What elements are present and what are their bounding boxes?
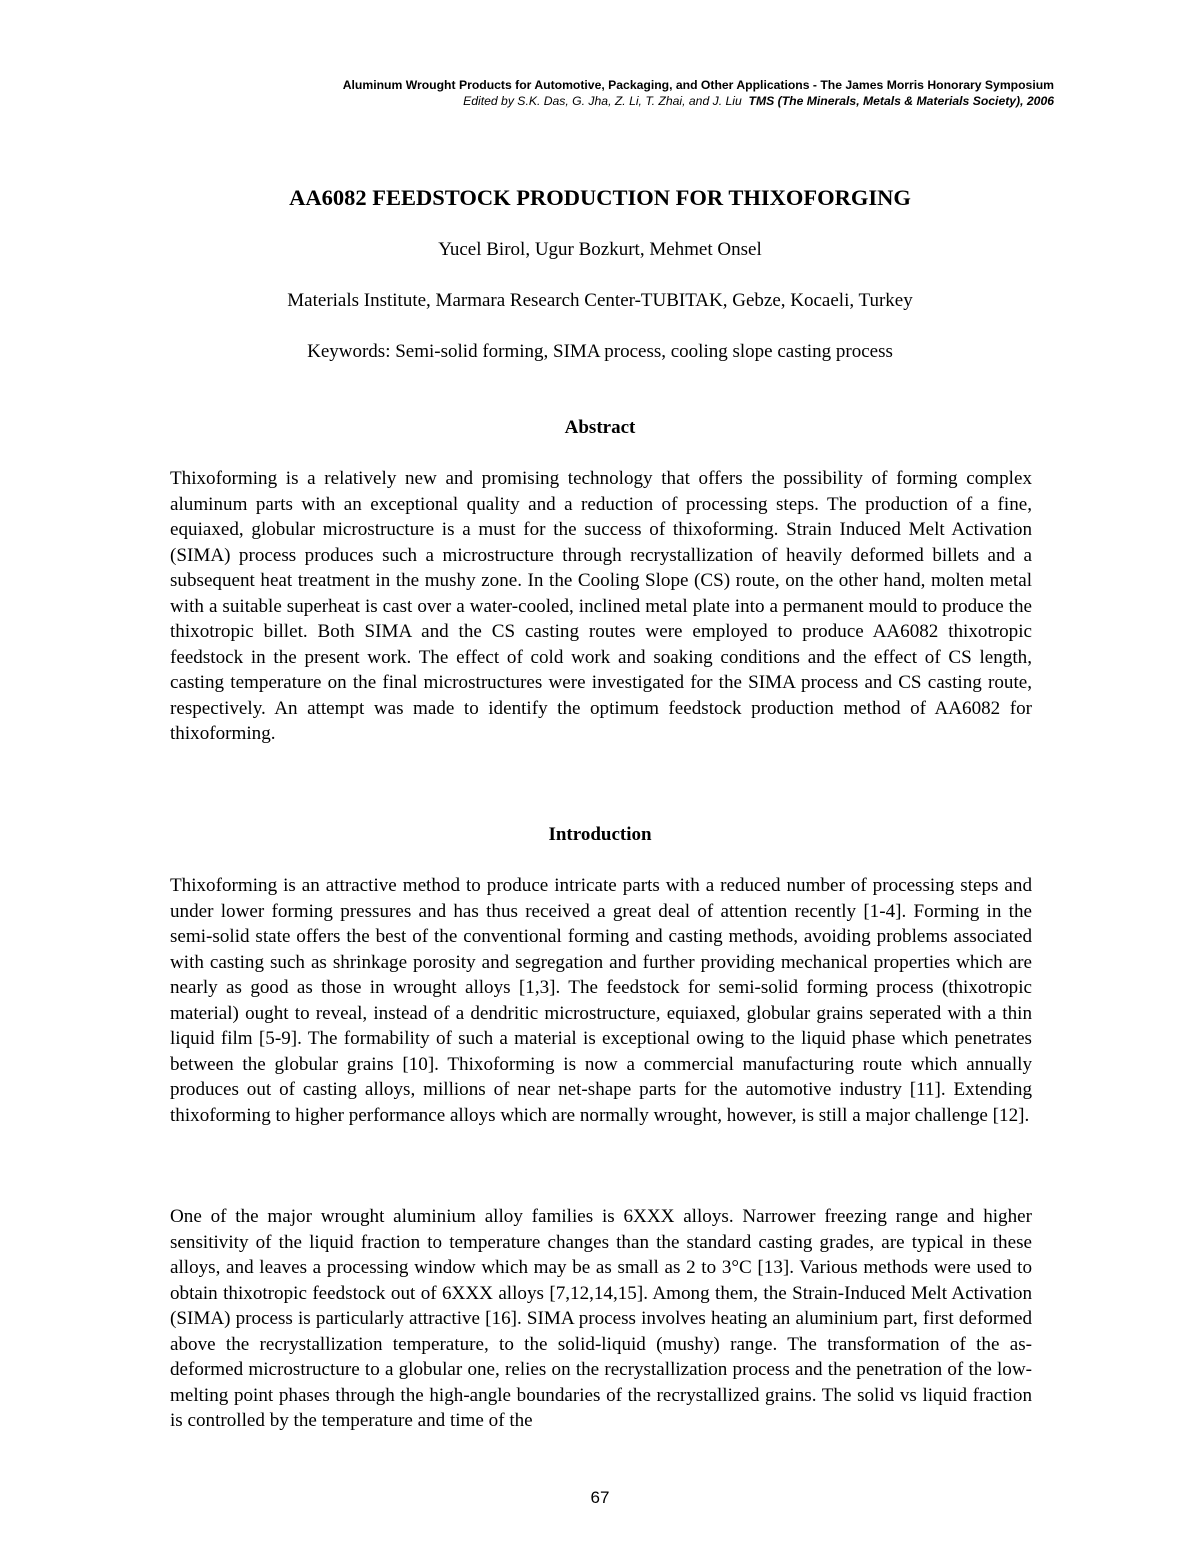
paper-affiliation: Materials Institute, Marmara Research Center-TUBITAK, Gebze, Kocaeli, Turkey (287, 290, 913, 311)
paper-title: AA6082 FEEDSTOCK PRODUCTION FOR THIXOFORGING (289, 185, 911, 210)
header-publisher: TMS (The Minerals, Metals & Materials Society), 2006 (748, 94, 1054, 108)
introduction-paragraph-1: Thixoforming is an attractive method to produce intricate parts with a reduced number of processing steps and under lower forming pressures and has thus received a great deal of attention recently [1-4]. Forming in the semi-solid state offers the best of the conventional forming and casting methods, avoiding problems associated with casting such as shrinkage porosity and segregation and further providing mechanical properties which are nearly as good as those in wrought alloys [1,3]. The feedstock for semi-solid forming process (thixotropic material) ought to reveal, instead of a dendritic microstructure, equiaxed, globular grains seperated with a thin liquid film [5-9]. The formability of such a material is exceptional owing to the liquid phase which penetrates between the globular grains [10]. Thixoforming is now a commercial manufacturing route which annually produces out of casting alloys, millions of near net-shape parts for the automotive industry [11]. Extending thixoforming to higher performance alloys which are normally wrought, however, is still a major challenge [12]. (170, 875, 1032, 1126)
introduction-heading: Introduction (548, 824, 652, 845)
header-editors-line (343, 93, 1054, 109)
abstract-heading: Abstract (564, 417, 636, 438)
abstract-body: Thixoforming is a relatively new and promising technology that offers the possibility of forming complex aluminum parts with an exceptional quality and a reduction of processing steps. The production of a fine, equiaxed, globular microstructure is a must for the success of thixoforming. Strain Induced Melt Activation (SIMA) process produces such a microstructure through recrystallization of heavily deformed billets and a subsequent heat treatment in the mushy zone. In the Cooling Slope (CS) route, on the other hand, molten metal with a suitable superheat is cast over a water-cooled, inclined metal plate into a permanent mould to produce the thixotropic billet. Both SIMA and the CS casting routes were employed to produce AA6082 thixotropic feedstock in the present work. The effect of cold work and soaking conditions and the effect of CS length, casting temperature on the final microstructures were investigated for the SIMA process and CS casting route, respectively. An attempt was made to identify the optimum feedstock production method of AA6082 for thixoforming. (170, 468, 1032, 744)
paper-keywords: Keywords: Semi-solid forming, SIMA process, cooling slope casting process (307, 341, 893, 362)
header-editors: Edited by S.K. Das, G. Jha, Z. Li, T. Zhai, and J. Liu (463, 94, 742, 108)
introduction-paragraph-2: One of the major wrought aluminium alloy families is 6XXX alloys. Narrower freezing range and higher sensitivity of the liquid fraction to temperature changes than the standard casting grades, are typical in these alloys, and leaves a processing window which may be as small as 2 to 3°C [13]. Various methods were used to obtain thixotropic feedstock out of 6XXX alloys [7,12,14,15]. Among them, the Strain-Induced Melt Activation (SIMA) process is particularly attractive [16]. SIMA process involves heating an aluminium part, first deformed above the recrystallization temperature, to the solid-liquid (mushy) range. The transformation of the as-deformed microstructure to a globular one, relies on the recrystallization process and the penetration of the low-melting point phases through the high-angle boundaries of the recrystallized grains. The solid vs liquid fraction is controlled by the temperature and time of the (170, 1206, 1032, 1431)
paper-authors: Yucel Birol, Ugur Bozkurt, Mehmet Onsel (438, 239, 762, 260)
header-symposium-line: Aluminum Wrought Products for Automotive, Packaging, and Other Applications - The James Morris Honorary Symposium (342, 78, 1054, 92)
page-number: 67 (590, 1488, 610, 1507)
running-header (343, 77, 1054, 109)
